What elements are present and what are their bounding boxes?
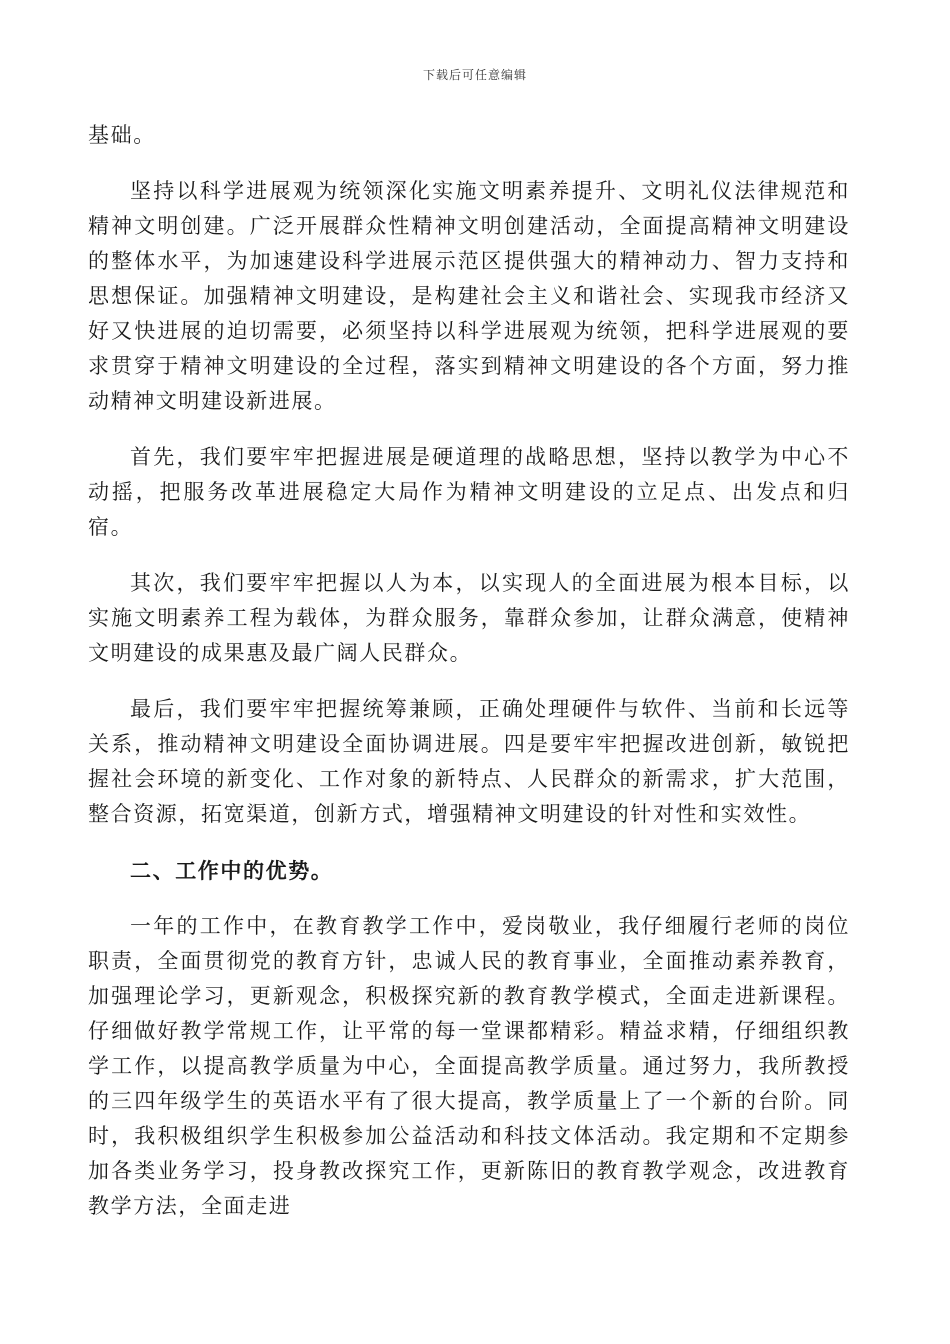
paragraph-continuation: 基础。 (88, 123, 156, 147)
page-header: 下载后可任意编辑 (422, 68, 527, 82)
paragraph-work-year: 一年的工作中，在教育教学工作中，爱岗敬业，我仔细履行老师的岗位职责，全面贯彻党的教育方针，忠诚人民的教育事业，全面推动素养教育，加强理论学习，更新观念，积极探究新的教育教学模式，全面走进新课程。仔细做好教学常规工作，让平常的每一堂课都精彩。精益求精，仔细组织教学工作，以提高教学质量为中心，全面提高教学质量。通过努力，我所教授的三四年级学生的英语水平有了很大提高，教学质量上了一个新的台阶。同时，我积极组织学生积极参加公益活动和科技文体活动。我定期和不定期参加各类业务学习，投身教改探究工作，更新陈旧的教育教学观念，改进教育教学方法，全面走进 (88, 914, 850, 1218)
paragraph-science-development: 坚持以科学进展观为统领深化实施文明素养提升、文明礼仪法律规范和精神文明创建。广泛开展群众性精神文明创建活动，全面提高精神文明建设的整体水平，为加速建设科学进展示范区提供强大的精神动力、智力支持和思想保证。加强精神文明建设，是构建社会主义和谐社会、实现我市经济又好又快进展的迫切需要，必须坚持以科学进展观为统领，把科学进展观的要求贯穿于精神文明建设的全过程，落实到精神文明建设的各个方面，努力推动精神文明建设新进展。 (88, 179, 850, 413)
paragraph-second: 其次，我们要牢牢把握以人为本，以实现人的全面进展为根本目标，以实施文明素养工程为载体，为群众服务，靠群众参加，让群众满意，使精神文明建设的成果惠及最广阔人民群众。 (88, 571, 850, 665)
paragraph-first: 首先，我们要牢牢把握进展是硬道理的战略思想，坚持以教学为中心不动摇，把服务改革进展稳定大局作为精神文明建设的立足点、出发点和归宿。 (88, 445, 850, 539)
document-body (88, 118, 850, 1245)
section-heading: 二、工作中的优势。 (130, 858, 334, 883)
paragraph-last: 最后，我们要牢牢把握统筹兼顾，正确处理硬件与软件、当前和长远等关系，推动精神文明建设全面协调进展。四是要牢牢把握改进创新，敏锐把握社会环境的新变化、工作对象的新特点、人民群众的新需求，扩大范围，整合资源，拓宽渠道，创新方式，增强精神文明建设的针对性和实效性。 (88, 697, 850, 826)
